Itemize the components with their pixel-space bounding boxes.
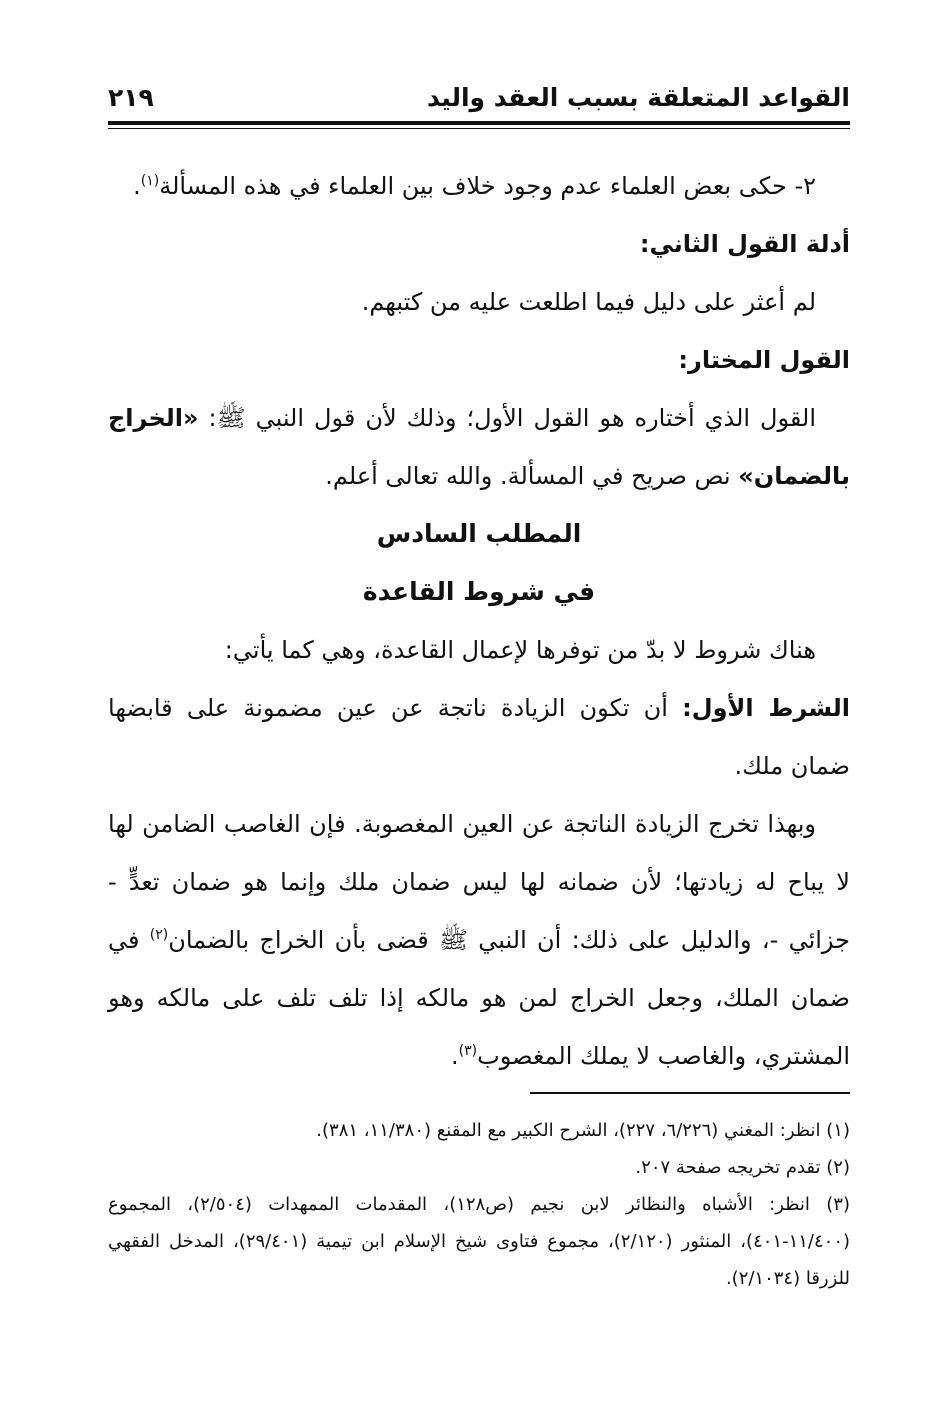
footnote-1: (١) انظر: المغني (٦/٢٢٦، ٢٢٧)، الشرح الكبير مع المقنع (١١/٣٨٠، ٣٨١).	[316, 1120, 850, 1141]
explanation-end: .	[451, 1042, 459, 1070]
explanation-text-1: وبهذا تخرج الزيادة الناتجة عن العين المغصوبة. فإن الغاصب الضامن لها لا يباح له زيادتها؛ لأن ضمانه لها ليس ضمان ملك وإنما هو ضمان تعدٍّ - جزائي -، والدليل على ذلك: أن النبي ﷺ قضى بأن الخراج بالضمان	[108, 810, 850, 954]
header-rule-thick	[108, 121, 850, 125]
condition-1-label: الشرط الأول:	[682, 694, 851, 722]
section-subtitle: في شروط القاعدة	[362, 577, 596, 606]
chosen-text-1: القول الذي أختاره هو القول الأول؛ وذلك لأن قول النبي ﷺ:	[198, 404, 816, 432]
header-rule-thin	[108, 128, 850, 129]
evidence-heading: أدلة القول الثاني:	[639, 230, 850, 258]
paragraph-1-end: .	[133, 172, 141, 200]
running-title: القواعد المتعلقة بسبب العقد واليد	[426, 82, 850, 112]
condition-1-text: أن تكون الزيادة ناتجة عن عين مضمونة على قابضها ضمان ملك.	[108, 694, 850, 780]
footnote-ref-3: (٣)	[458, 1043, 478, 1059]
chosen-heading: القول المختار:	[678, 346, 850, 374]
paragraph-1-text: ٢- حكى بعض العلماء عدم وجود خلاف بين العلماء في هذه المسألة	[159, 172, 816, 200]
conditions-intro: هناك شروط لا بدّ من توفرها لإعمال القاعدة، وهي كما يأتي:	[224, 636, 816, 664]
chosen-text-2: نص صريح في المسألة. والله تعالى أعلم.	[325, 462, 739, 490]
main-text	[108, 157, 850, 1085]
footnote-separator	[530, 1092, 850, 1094]
paragraph-1	[108, 157, 850, 215]
section-title: المطلب السادس	[376, 519, 582, 548]
footnotes	[108, 1112, 850, 1297]
chosen-paragraph	[108, 389, 850, 505]
explanation-paragraph	[108, 795, 850, 1085]
evidence-text: لم أعثر على دليل فيما اطلعت عليه من كتبهم.	[361, 288, 816, 316]
hadith-quote: «الخراج بالضمان»	[108, 404, 850, 490]
footnote-ref-2: (٢)	[149, 927, 169, 943]
explanation-text-2: في ضمان الملك، وجعل الخراج لمن هو مالكه إذا تلف تلف على مالكه وهو المشتري، والغاصب لا يملك المغصوب	[108, 926, 850, 1070]
page-header	[108, 78, 850, 116]
footnote-ref-1: (١)	[140, 173, 160, 189]
page-number: ٢١٩	[108, 82, 154, 112]
footnote-3: (٣) انظر: الأشباه والنظائر لابن نجيم (ص١٢٨)، المقدمات الممهدات (٢/٥٠٤)، المجموع (١١/٤٠٠-٤٠١)، المنثور (٢/١٢٠)، مجموع فتاوى شيخ الإسلام ابن تيمية (٢٩/٤٠١)، المدخل الفقهي للزرقا (٢/١٠٣٤).	[108, 1194, 851, 1289]
condition-1	[108, 679, 850, 795]
footnote-2: (٢) تقدم تخريجه صفحة ٢٠٧.	[635, 1157, 850, 1178]
